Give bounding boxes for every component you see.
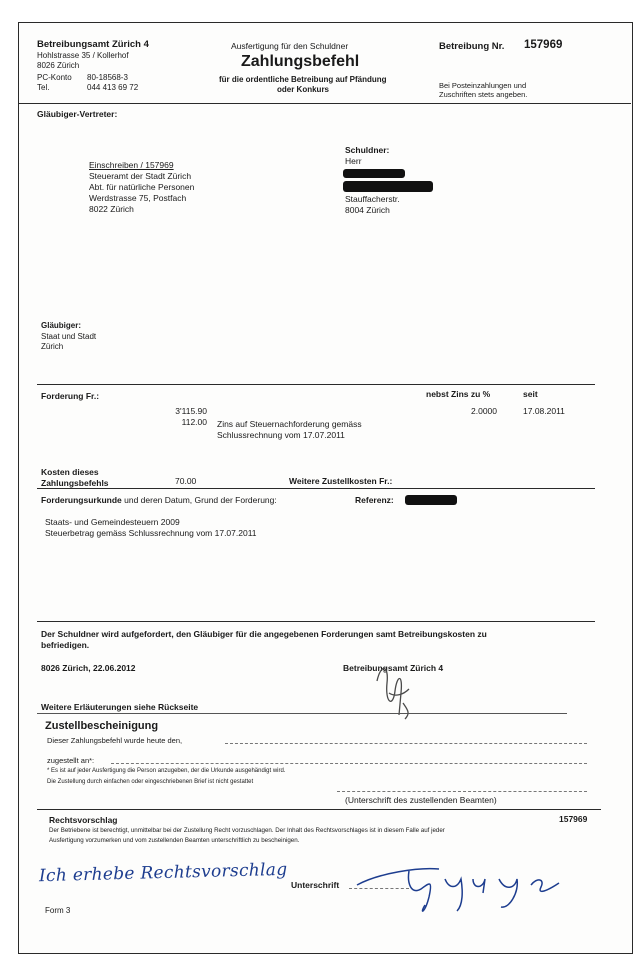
objection-text-2: Ausfertigung vorzumerken und vom zustellenden Beamten unterschriftlich zu bescheinigen. — [49, 837, 300, 844]
interest-rate: 2.0000 — [471, 406, 497, 416]
claim-basis-label: Forderungsurkunde und deren Datum, Grund der Forderung: — [41, 495, 277, 505]
form-number: Form 3 — [45, 906, 71, 915]
costs-label-2: Zahlungsbefehls — [41, 478, 109, 488]
reference-label: Referenz: — [355, 495, 394, 505]
objection-divider — [37, 809, 601, 810]
delivery-footnote-1: * Es ist auf jeder Ausfertigung die Person anzugeben, der die Urkunde ausgehändigt wird. — [47, 768, 286, 774]
delivery-line-1: Dieser Zahlungsbefehl wurde heute den, — [47, 736, 183, 745]
demand-divider — [37, 621, 595, 622]
redacted-debtor-name — [343, 169, 405, 178]
case-number: 157969 — [524, 39, 563, 51]
costs-label-1: Kosten dieses — [41, 467, 99, 477]
delivery-certificate-title: Zustellbescheinigung — [45, 720, 159, 732]
further-explanations: Weitere Erläuterungen siehe Rückseite — [41, 702, 199, 712]
claim-label: Forderung Fr.: — [41, 391, 100, 401]
since-label: seit — [523, 389, 538, 399]
place-date: 8026 Zürich, 22.06.2012 — [41, 663, 136, 673]
postal-note-1: Bei Posteinzahlungen und — [439, 81, 527, 90]
delivery-date-field — [225, 743, 587, 744]
payment-order-document — [18, 22, 633, 954]
interest-since-date: 17.08.2011 — [523, 406, 565, 416]
further-delivery-costs-label: Weitere Zustellkosten Fr.: — [289, 476, 393, 486]
debtor-city: 8004 Zürich — [345, 205, 390, 215]
redacted-reference — [405, 495, 457, 505]
subtitle-line-1: für die ordentliche Betreibung auf Pfändung — [219, 75, 387, 84]
basis-line-2: Steuerbetrag gemäss Schlussrechnung vom 17.07.2011 — [45, 528, 257, 538]
costs-amount: 70.00 — [175, 476, 197, 486]
registered-mail-line: Einschreiben / 157969 — [89, 160, 174, 170]
official-signature-caption: (Unterschrift des zustellenden Beamten) — [345, 795, 497, 805]
claim-description-1: Zins auf Steuernachforderung gemäss — [217, 419, 362, 429]
creditor-line-1: Staat und Stadt — [41, 332, 97, 341]
office-name: Betreibungsamt Zürich 4 — [37, 39, 149, 50]
debtor-street: Stauffacherstr. — [345, 194, 400, 204]
office-signature-label: Betreibungsamt Zürich 4 — [343, 663, 444, 673]
handwritten-signature — [349, 849, 589, 917]
case-number-label: Betreibung Nr. — [439, 41, 505, 52]
handwritten-objection: Ich erhebe Rechtsvorschlag — [38, 859, 288, 887]
delivered-to-field — [111, 763, 587, 764]
header-divider — [19, 103, 631, 104]
creditor-line-2: Zürich — [41, 342, 64, 351]
representative-line-4: Werdstrasse 75, Postfach — [89, 193, 187, 203]
office-pc-label: PC-Konto — [37, 73, 72, 82]
office-pc-value: 80-18568-3 — [87, 73, 128, 82]
signature-label: Unterschrift — [291, 880, 340, 890]
representative-label: Gläubiger-Vertreter: — [37, 109, 118, 119]
costs-divider — [37, 488, 595, 489]
claim-description-2: Schlussrechnung vom 17.07.2011 — [217, 430, 345, 440]
office-city: 8026 Zürich — [37, 61, 80, 70]
delivery-divider — [37, 713, 567, 714]
representative-line-3: Abt. für natürliche Personen — [89, 182, 195, 192]
demand-text-1: Der Schuldner wird aufgefordert, den Gläubiger für die angegebenen Forderungen samt Betreibungskosten zu — [41, 629, 487, 639]
claim-amount-1: 3'115.90 — [175, 406, 207, 416]
interest-label: nebst Zins zu % — [426, 389, 491, 399]
copy-for-debtor: Ausfertigung für den Schuldner — [231, 41, 349, 51]
office-tel-value: 044 413 69 72 — [87, 83, 139, 92]
representative-line-2: Steueramt der Stadt Zürich — [89, 171, 192, 181]
document-title: Zahlungsbefehl — [241, 53, 360, 70]
debtor-label: Schuldner: — [345, 145, 390, 155]
representative-line-5: 8022 Zürich — [89, 204, 134, 214]
debtor-salutation: Herr — [345, 156, 362, 166]
objection-title: Rechtsvorschlag — [49, 815, 118, 825]
claim-amount-2: 112.00 — [181, 417, 207, 427]
claim-divider — [37, 384, 595, 385]
official-signature-field — [337, 791, 587, 792]
objection-text-1: Der Betriebene ist berechtigt, unmittelbar bei der Zustellung Recht vorzuschlagen. Der Inhalt des Rechtsvorschlages ist in diesem Falle auf jeder — [49, 827, 445, 834]
redacted-debtor-address — [343, 181, 433, 192]
delivered-to-label: zugestellt an*: — [47, 756, 95, 765]
postal-note-2: Zuschriften stets angeben. — [439, 90, 528, 99]
delivery-footnote-2: Die Zustellung durch einfachen oder eingeschriebenen Brief ist nicht gestattet — [47, 779, 254, 785]
subtitle-line-2: oder Konkurs — [277, 85, 330, 94]
objection-case-number: 157969 — [559, 814, 588, 824]
office-tel-label: Tel. — [37, 83, 50, 92]
demand-text-2: befriedigen. — [41, 640, 90, 650]
basis-line-1: Staats- und Gemeindesteuern 2009 — [45, 517, 180, 527]
office-street: Hohlstrasse 35 / Kollerhof — [37, 51, 129, 60]
creditor-label: Gläubiger: — [41, 321, 82, 330]
